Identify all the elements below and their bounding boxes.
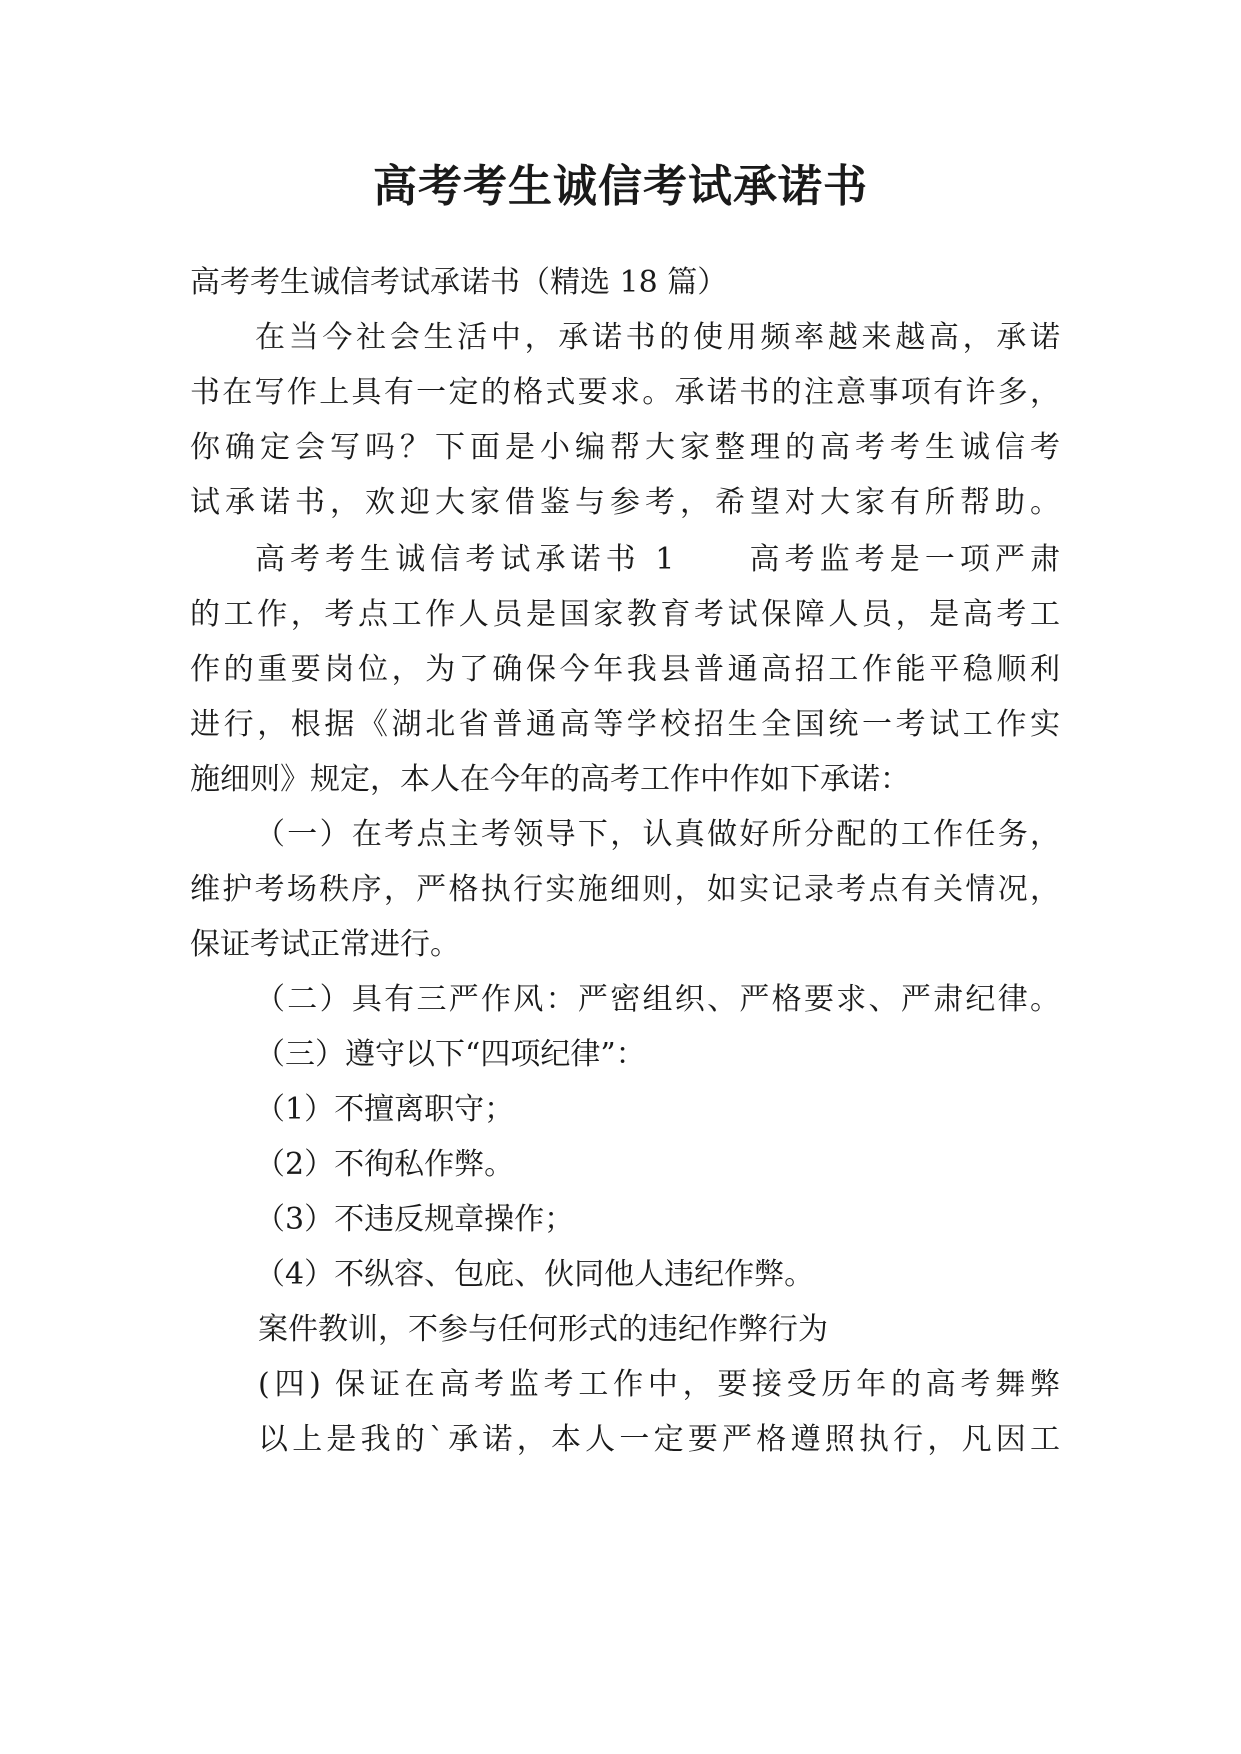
- body-line: （二）具有三严作风：严密组织、严格要求、严肃纪律。: [255, 982, 1060, 1017]
- list-item: （3）不违反规章操作；: [255, 1202, 575, 1237]
- body-line: 在当今社会生活中，承诺书的使用频率越来越高，承诺: [255, 320, 1060, 355]
- document-title: 高考考生诚信考试承诺书: [373, 161, 868, 212]
- body-line: 试承诺书，欢迎大家借鉴与参考，希望对大家有所帮助。: [190, 485, 1060, 520]
- body-line: 进行，根据《湖北省普通高等学校招生全国统一考试工作实: [190, 707, 1060, 742]
- body-line: 高考考生诚信考试承诺书 1 高考监考是一项严肃: [255, 542, 1060, 577]
- subtitle-line: 高考考生诚信考试承诺书（精选 18 篇）: [190, 265, 728, 300]
- list-item: （2）不徇私作弊。: [255, 1147, 515, 1182]
- body-line: 作的重要岗位，为了确保今年我县普通高招工作能平稳顺利: [190, 652, 1060, 687]
- body-line: 保证考试正常进行。: [190, 927, 460, 962]
- body-line: 的工作，考点工作人员是国家教育考试保障人员，是高考工: [190, 597, 1060, 632]
- body-line: 书在写作上具有一定的格式要求。承诺书的注意事项有许多，: [190, 375, 1060, 410]
- body-line: 以上是我的`承诺，本人一定要严格遵照执行，凡因工: [258, 1422, 1060, 1457]
- body-line: （一）在考点主考领导下，认真做好所分配的工作任务，: [255, 817, 1060, 852]
- list-item: （4）不纵容、包庇、伙同他人违纪作弊。: [255, 1257, 815, 1292]
- list-item: （1）不擅离职守；: [255, 1092, 515, 1127]
- body-line: 你确定会写吗？下面是小编帮大家整理的高考考生诚信考: [190, 430, 1060, 465]
- body-line: （三）遵守以下“四项纪律”：: [255, 1037, 646, 1072]
- body-line: (四) 保证在高考监考工作中，要接受历年的高考舞弊: [258, 1367, 1060, 1402]
- body-line: 案件教训，不参与任何形式的违纪作弊行为: [258, 1312, 828, 1347]
- body-line: 施细则》规定，本人在今年的高考工作中作如下承诺：: [190, 762, 910, 797]
- body-line: 维护考场秩序，严格执行实施细则，如实记录考点有关情况，: [190, 872, 1060, 907]
